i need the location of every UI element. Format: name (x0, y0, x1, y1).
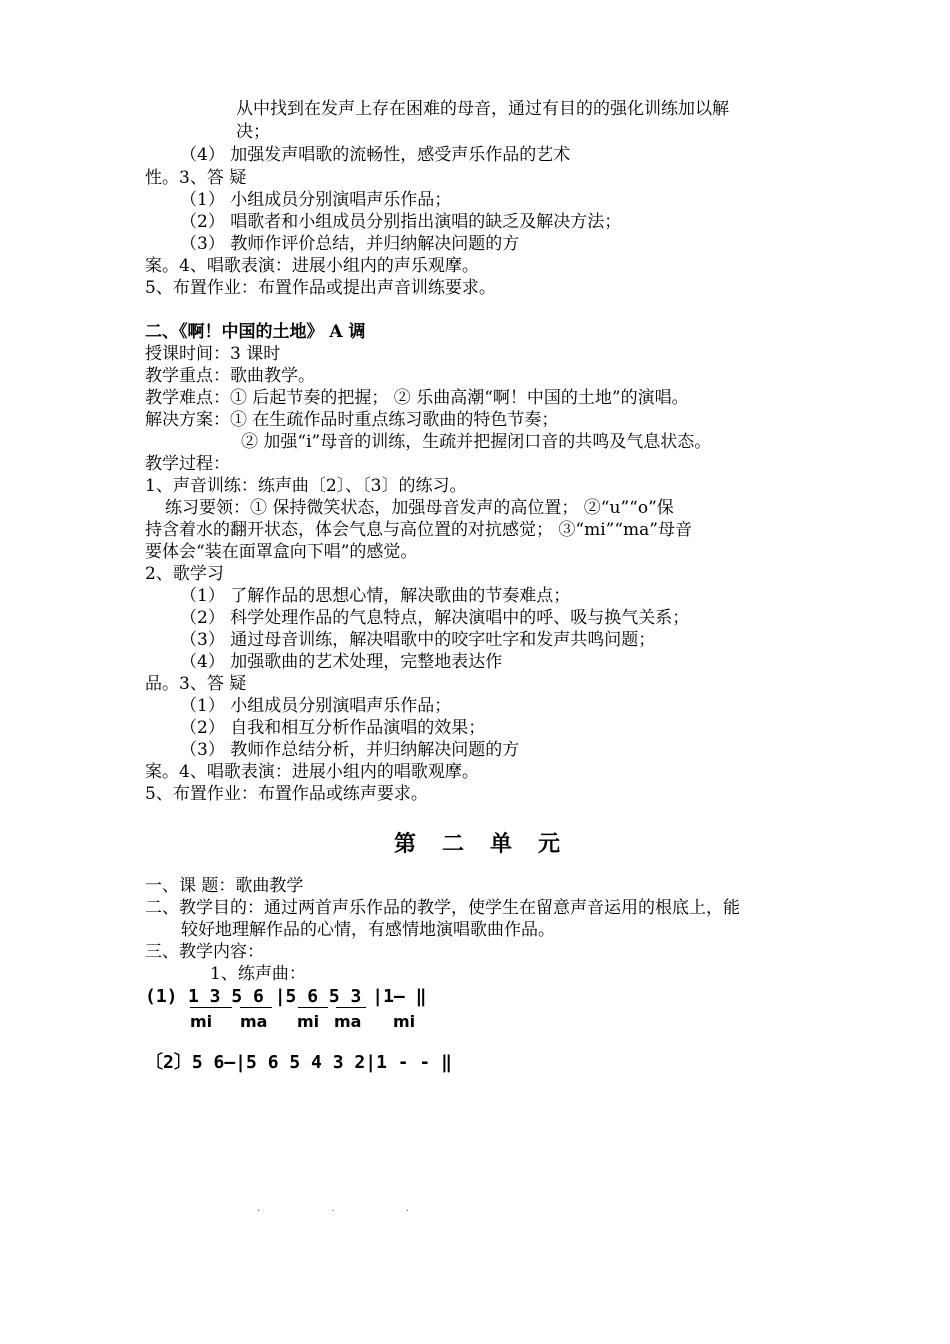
unit-title: 第二单元 (394, 832, 587, 857)
text-line: 授课时间：3 课时 (145, 344, 281, 364)
text-line: 三、教学内容： (145, 942, 264, 962)
text-line: 2、歌学习 (145, 564, 224, 584)
text-line: 二、教学目的：通过两首声乐作品的教学，使学生在留意声音运用的根底上，能 (145, 898, 740, 918)
text-line: 5、布置作业：布置作品或提出声音训练要求。 (145, 278, 496, 298)
beam-line (190, 1007, 232, 1008)
beam-line (298, 1007, 328, 1008)
text-line: 教学过程： (145, 454, 230, 474)
list-item: （2） 自我和相互分析作品演唱的效果； (180, 718, 486, 738)
list-item: （2） 唱歌者和小组成员分别指出演唱的缺乏及解决方法； (180, 212, 622, 232)
text-line: 5、布置作业：布置作品或练声要求。 (145, 784, 428, 804)
list-item: （1） 小组成员分别演唱声乐作品； (180, 190, 452, 210)
text-line: ② 加强“i”母音的训练，生疏并把握闭口音的共鸣及气息状态。 (241, 432, 712, 452)
syllable: mi (190, 1012, 213, 1031)
text-line: 持含着水的翻开状态，体会气息与高位置的对抗感觉； ③“mi”“ma”母音 (145, 520, 692, 540)
text-line: 品。3、答 疑 (145, 674, 247, 694)
text-line: 决； (236, 122, 270, 142)
text-line: 从中找到在发声上存在困难的母音，通过有目的的强化训练加以解 (236, 99, 729, 119)
text-line: 较好地理解作品的心情，有感情地演唱歌曲作品。 (181, 920, 555, 940)
text-line: 性。3、答 疑 (145, 168, 247, 188)
syllable: mi (393, 1012, 416, 1031)
list-item: （1） 小组成员分别演唱声乐作品； (180, 696, 452, 716)
text-line: 1、练声曲： (210, 964, 306, 984)
score-notes: 〔2〕5 6—|5 6 5 4 3 2|1 - - ‖ (145, 1052, 452, 1073)
list-item: （4） 加强歌曲的艺术处理，完整地表达作 (180, 652, 503, 672)
syllable: mi (297, 1012, 320, 1031)
list-item: （1） 了解作品的思想心情，解决歌曲的节奏难点； (180, 586, 571, 606)
list-item: （4） 加强发声唱歌的流畅性，感受声乐作品的艺术 (180, 145, 571, 165)
text-line: 案。4、唱歌表演：进展小组内的唱歌观摩。 (145, 762, 479, 782)
text-line: 解决方案：① 在生疏作品时重点练习歌曲的特色节奏； (145, 410, 559, 430)
score-label: (1) (145, 986, 178, 1007)
beam-line (240, 1007, 272, 1008)
footer-dots: . . . (257, 1203, 443, 1214)
text-line: 练习要领：① 保持微笑状态，加强母音发声的高位置； ②“u”“o”保 (165, 498, 674, 518)
section-heading: 二、《啊！中国的土地》 A 调 (145, 322, 366, 342)
list-item: （3） 教师作总结分析，并归纳解决问题的方 (180, 740, 520, 760)
text-line: 案。4、唱歌表演：进展小组内的声乐观摩。 (145, 256, 479, 276)
list-item: （2） 科学处理作品的气息特点，解决演唱中的呼、吸与换气关系； (180, 608, 690, 628)
text-line: 一、课 题：歌曲教学 (145, 876, 304, 896)
text-line: 教学重点：歌曲教学。 (145, 366, 315, 386)
list-item: （3） 教师作评价总结，并归纳解决问题的方 (180, 234, 520, 254)
syllable: ma (240, 1012, 268, 1031)
text-line: 要体会“装在面罩盒向下唱”的感觉。 (145, 542, 418, 562)
syllable: ma (334, 1012, 362, 1031)
text-line: 1、声音训练：练声曲〔2〕、〔3〕的练习。 (145, 476, 467, 496)
score-notes: 1 3 5 6 |5 6 5 3 |1— ‖ (188, 986, 427, 1007)
beam-line (336, 1007, 366, 1008)
list-item: （3） 通过母音训练，解决唱歌中的咬字吐字和发声共鸣问题； (180, 630, 656, 650)
text-line: 教学难点：① 后起节奏的把握； ② 乐曲高潮“啊！中国的土地”的演唱。 (145, 388, 689, 408)
